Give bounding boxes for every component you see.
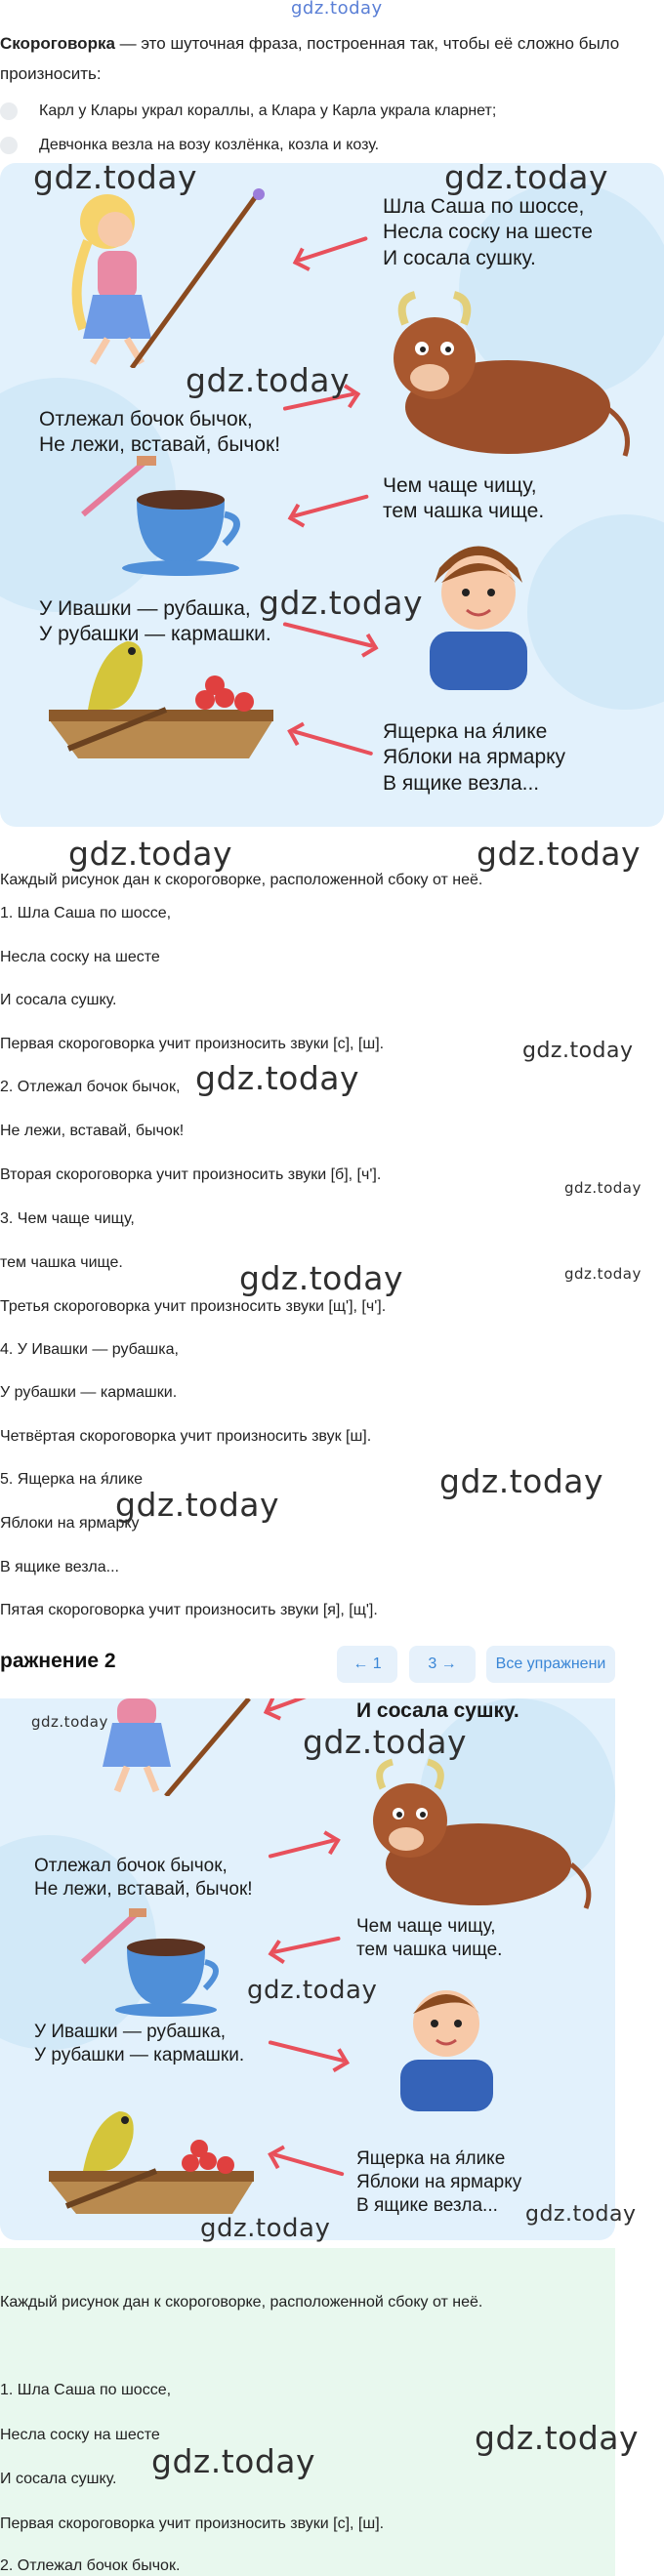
bull-illustration — [352, 1757, 605, 1913]
boy-illustration — [410, 534, 547, 690]
answer-line: У рубашки — кармашки. — [0, 1384, 178, 1401]
intro-definition — [0, 29, 664, 89]
bull-illustration — [371, 280, 644, 466]
arrow-icon — [292, 494, 368, 518]
twister-line: И сосала сушку. — [383, 246, 536, 269]
list-item — [0, 137, 379, 154]
twister-3 — [383, 473, 544, 525]
twister-line: Отлежал бочок бычок, — [39, 408, 253, 430]
boat-illustration — [39, 2087, 264, 2214]
answer-line: Первая скороговорка учит произносить звуки [с], [ш]. — [0, 2515, 385, 2532]
answer-line: И сосала сушку. — [0, 2471, 117, 2487]
twister-2 — [34, 1855, 253, 1901]
twister-4 — [34, 2021, 244, 2067]
exercise-title: ражнение 2 — [0, 1650, 116, 1672]
watermark: gdz.today — [247, 1976, 378, 2005]
watermark: gdz.today — [239, 1259, 404, 1297]
answer-line: И сосала сушку. — [0, 992, 117, 1008]
answer-line: Несла соску на шесте — [0, 949, 160, 965]
cup-illustration — [78, 456, 273, 583]
arrow-icon — [273, 1936, 341, 1953]
twister-line: Шла Саша по шоссе, — [383, 195, 585, 218]
prev-exercise-button[interactable]: ← 1 — [337, 1646, 397, 1683]
intro-definition-text: — это шуточная фраза, построенная так, чтобы её сложно было произносить: — [0, 34, 620, 83]
watermark: gdz.today — [564, 1179, 642, 1197]
answer-line: В ящике везла... — [0, 1559, 119, 1575]
answer-line: Несла соску на шесте — [0, 2427, 160, 2443]
watermark: gdz.today — [186, 361, 351, 399]
twister-line: тем чашка чище. — [383, 500, 545, 523]
watermark: gdz.today — [439, 1462, 604, 1500]
answer-line: 3. Чем чаще чищу, — [0, 1210, 135, 1227]
girl-illustration — [39, 183, 283, 368]
bullet-text: Девчонка везла на возу козлёнка, козла и козу. — [39, 137, 380, 153]
watermark: gdz.today — [303, 1723, 468, 1761]
twister-5 — [356, 2147, 521, 2217]
answer-line: 1. Шла Саша по шоссе, — [0, 905, 172, 921]
twister-line: У рубашки — кармашки. — [34, 2044, 245, 2065]
twister-line: тем чашка чище. — [356, 1939, 503, 1960]
arrow-icon — [269, 1838, 336, 1859]
twister-line: Чем чаще чищу, — [383, 474, 537, 497]
answer-line: Четвёртая скороговорка учит произносить звук [ш]. — [0, 1428, 372, 1445]
answer-line: 2. Отлежал бочок бычок. — [0, 2557, 181, 2574]
answer-line: Третья скороговорка учит произносить звуки [щ'], [ч']. — [0, 1298, 387, 1315]
watermark: gdz.today — [475, 2419, 640, 2457]
answer-line: Первая скороговорка учит произносить звуки [с], [ш]. — [0, 1036, 385, 1052]
illustration-card — [0, 1698, 615, 2240]
twister-1 — [383, 194, 593, 271]
watermark: gdz.today — [33, 158, 198, 196]
arrow-icon — [268, 1698, 319, 1712]
twister-line: Ящерка на я́лике — [383, 720, 548, 743]
list-item — [0, 102, 496, 120]
answer-line: Не лежи, вставай, бычок! — [0, 1123, 185, 1139]
watermark: gdz.today — [151, 2442, 316, 2480]
twister-2 — [39, 407, 280, 459]
watermark: gdz.today — [68, 835, 233, 873]
arrow-icon — [272, 2152, 344, 2177]
bullet-text: Карл у Клары украл кораллы, а Клара у Карла украла кларнет; — [39, 102, 497, 119]
watermark: gdz.today — [291, 0, 383, 19]
watermark: gdz.today — [477, 835, 642, 873]
answer-line: тем чашка чище. — [0, 1254, 123, 1271]
task-text: Каждый рисунок дан к скороговорке, расположенной сбоку от неё. — [0, 872, 483, 888]
twister-line: Отлежал бочок бычок, — [34, 1856, 228, 1876]
bullet-icon — [0, 102, 18, 120]
answer-line: 2. Отлежал бочок бычок, — [0, 1079, 181, 1095]
twister-line: Яблоки на ярмарку — [356, 2171, 522, 2192]
arrow-icon — [297, 236, 368, 263]
watermark: gdz.today — [564, 1265, 642, 1283]
twister-line: Ящерка на я́лике — [356, 2148, 506, 2169]
all-exercises-button[interactable]: Все упражнени — [486, 1646, 615, 1683]
task-text: Каждый рисунок дан к скороговорке, расположенной сбоку от неё. — [0, 2294, 483, 2310]
answer-line: 1. Шла Саша по шоссе, — [0, 2382, 172, 2398]
twister-line: Не лежи, вставай, бычок! — [39, 433, 281, 457]
arrow-icon — [269, 2040, 346, 2063]
twister-line: В ящике везла... — [356, 2194, 498, 2216]
twister-line: Не лежи, вставай, бычок! — [34, 1878, 253, 1900]
answer-line: Яблоки на ярмарку — [0, 1515, 140, 1532]
twister-5 — [383, 719, 565, 797]
answer-line: Вторая скороговорка учит произносить звуки [б], [ч']. — [0, 1166, 382, 1183]
twister-line: В ящике везла... — [383, 771, 540, 795]
answer-line: 5. Ящерка на я́лике — [0, 1471, 144, 1488]
watermark: gdz.today — [522, 1039, 634, 1063]
answer-line: Пятая скороговорка учит произносить звуки [я], [щ']. — [0, 1602, 378, 1618]
boat-illustration — [39, 612, 283, 758]
exercise-nav-bar — [0, 1640, 615, 1687]
arrow-icon — [283, 622, 374, 648]
twister-line: У Ивашки — рубашка, — [39, 597, 251, 620]
watermark: gdz.today — [525, 2202, 637, 2227]
watermark: gdz.today — [115, 1486, 280, 1524]
background-shape — [527, 514, 664, 710]
twister-line: У Ивашки — рубашка, — [34, 2022, 227, 2042]
twister-line: Чем чаще чищу, — [356, 1916, 496, 1937]
watermark: gdz.today — [31, 1713, 108, 1731]
cup-illustration — [78, 1908, 254, 2021]
next-exercise-button[interactable]: 3 → — [409, 1646, 476, 1683]
watermark: gdz.today — [444, 158, 609, 196]
bullet-icon — [0, 137, 18, 154]
boy-illustration — [386, 1970, 508, 2111]
arrow-icon — [292, 729, 373, 756]
twister-line: Несла соску на шесте — [383, 221, 593, 244]
twister-1-fragment: И сосала сушку. — [356, 1699, 519, 1722]
watermark: gdz.today — [259, 584, 424, 622]
twister-3 — [356, 1915, 502, 1962]
twister-line: Яблоки на ярмарку — [383, 746, 566, 769]
illustration-card — [0, 163, 664, 827]
watermark: gdz.today — [195, 1059, 360, 1097]
intro-term: Скороговорка — [0, 34, 115, 53]
answer-line: 4. У Ивашки — рубашка, — [0, 1341, 179, 1358]
twister-line: У рубашки — кармашки. — [39, 623, 271, 646]
watermark: gdz.today — [200, 2214, 331, 2243]
